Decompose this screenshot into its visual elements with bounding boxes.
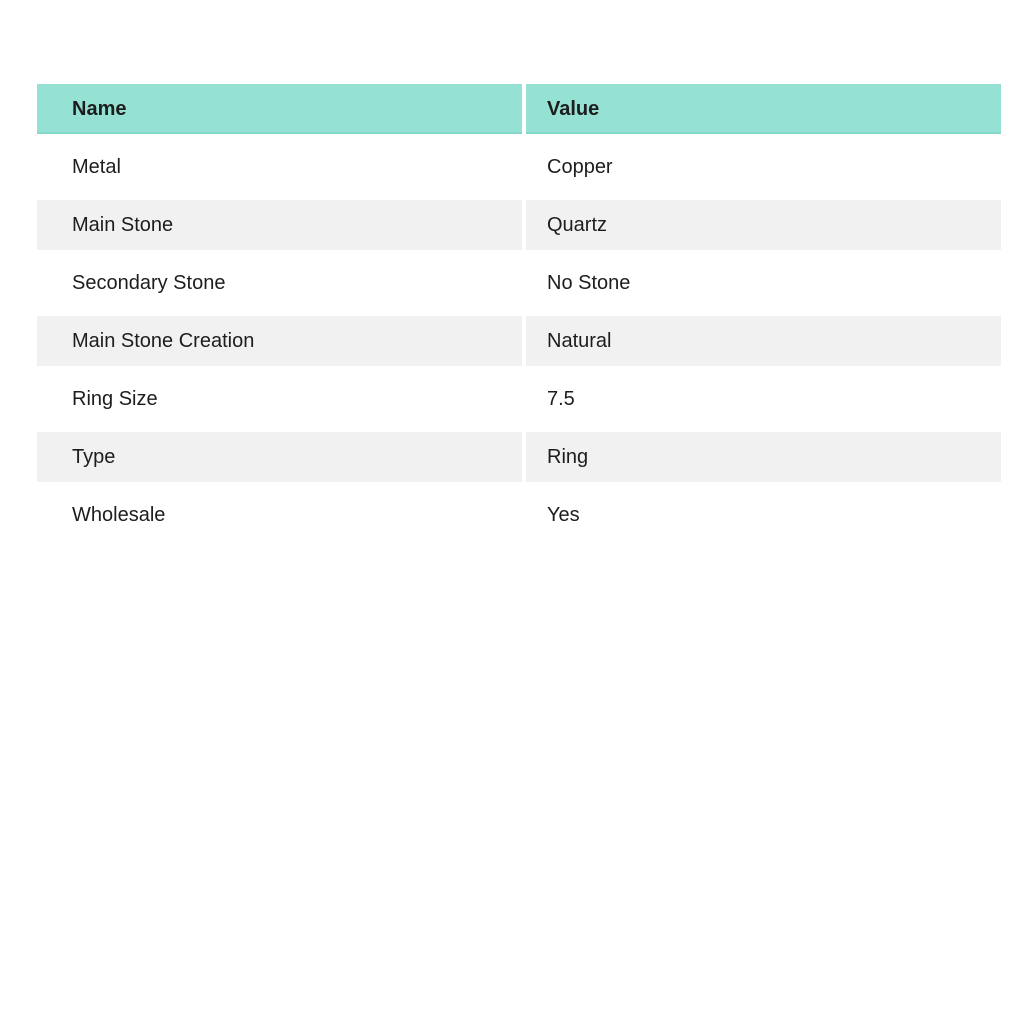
row-value-cell: Copper bbox=[526, 142, 1001, 192]
row-name-cell: Secondary Stone bbox=[37, 258, 522, 308]
row-value-cell: No Stone bbox=[526, 258, 1001, 308]
table-row bbox=[37, 490, 1001, 540]
row-name-cell: Wholesale bbox=[37, 490, 522, 540]
row-name-cell: Ring Size bbox=[37, 374, 522, 424]
row-name-cell: Main Stone Creation bbox=[37, 316, 522, 366]
table-row bbox=[37, 142, 1001, 192]
header-cell-value: Value bbox=[526, 84, 1001, 134]
row-value-cell: Yes bbox=[526, 490, 1001, 540]
table-row bbox=[37, 432, 1001, 482]
row-value-cell: Natural bbox=[526, 316, 1001, 366]
row-value-cell: 7.5 bbox=[526, 374, 1001, 424]
table-row bbox=[37, 374, 1001, 424]
table-header-row bbox=[37, 84, 1001, 134]
row-value-cell: Quartz bbox=[526, 200, 1001, 250]
row-name-cell: Main Stone bbox=[37, 200, 522, 250]
table-row bbox=[37, 316, 1001, 366]
row-name-cell: Type bbox=[37, 432, 522, 482]
row-value-cell: Ring bbox=[526, 432, 1001, 482]
row-name-cell: Metal bbox=[37, 142, 522, 192]
table-body bbox=[37, 142, 1001, 540]
attributes-table bbox=[37, 84, 1001, 548]
header-cell-name: Name bbox=[37, 84, 522, 134]
table-row bbox=[37, 200, 1001, 250]
table-row bbox=[37, 258, 1001, 308]
